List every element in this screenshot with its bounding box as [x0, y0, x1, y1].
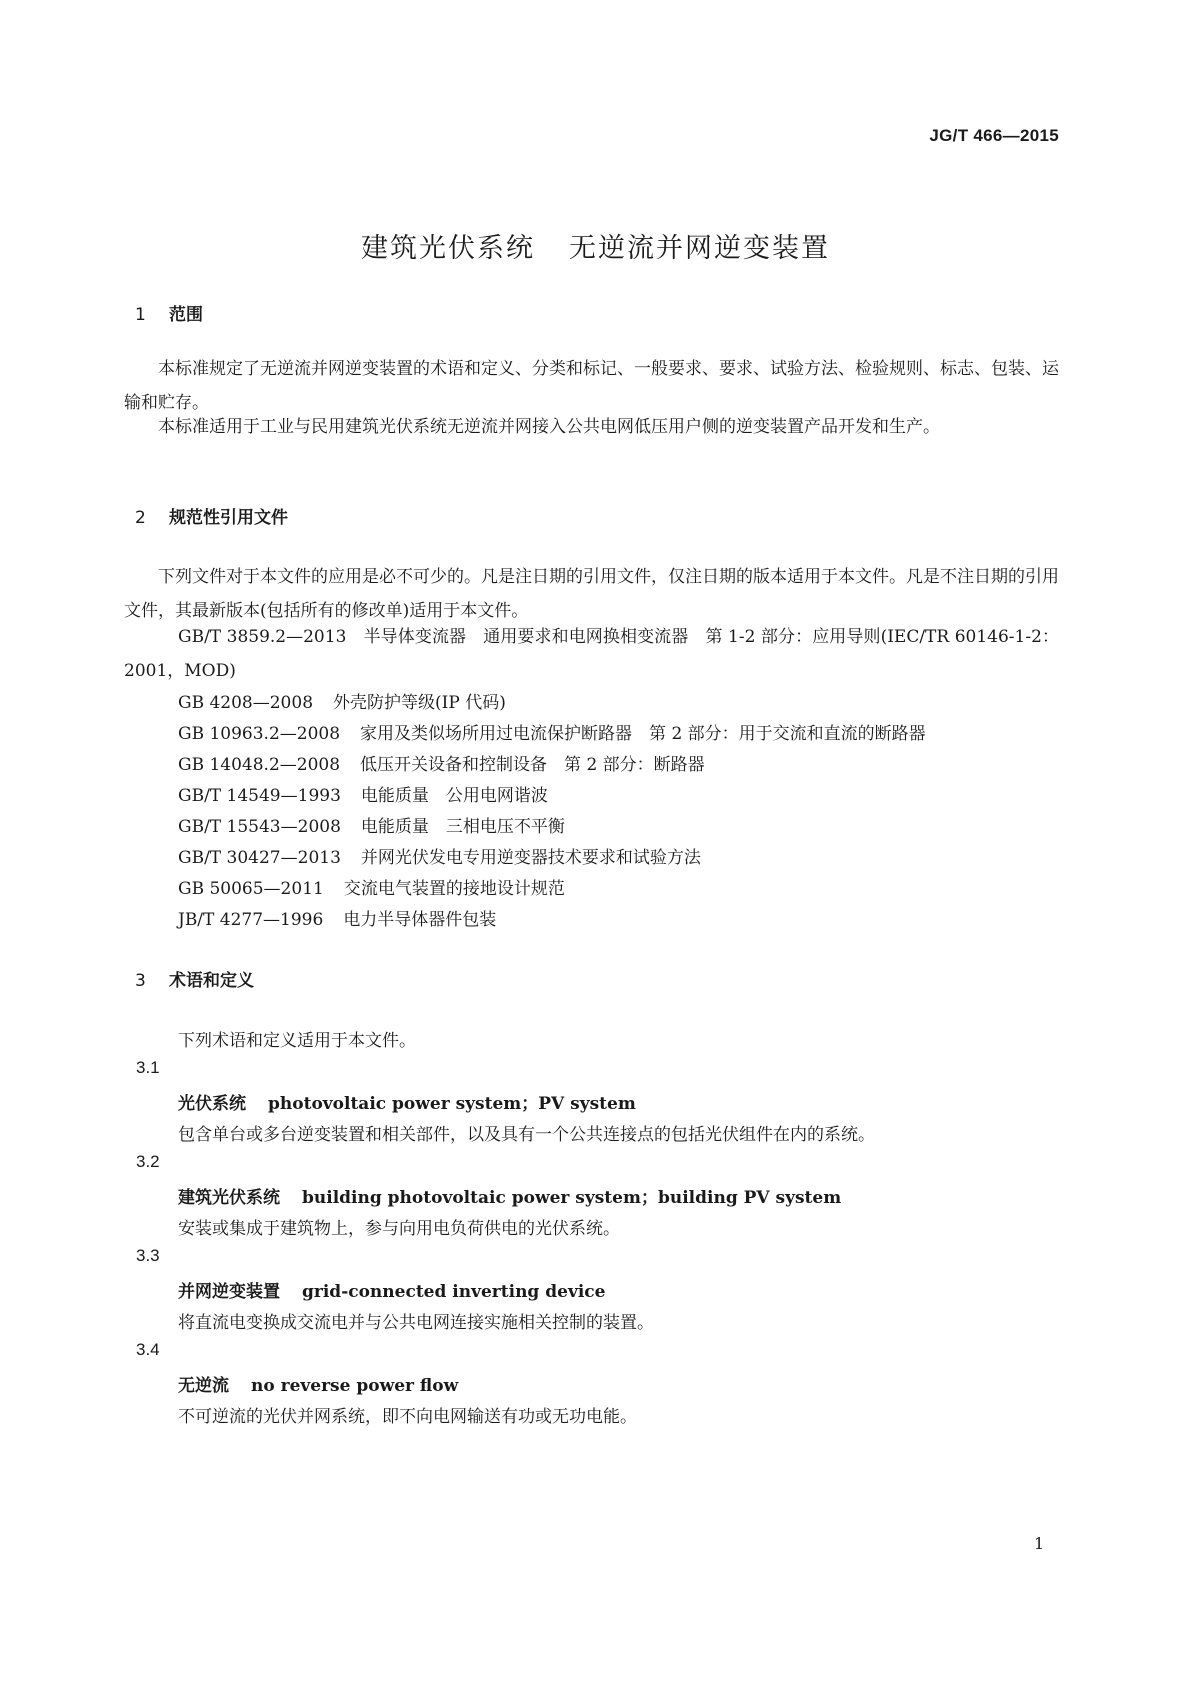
section-1-paragraph: 本标准适用于工业与民用建筑光伏系统无逆流并网接入公共电网低压用户侧的逆变装置产品开发和生产。: [158, 417, 940, 437]
standard-code: JG/T 466—2015: [929, 126, 1059, 145]
term-definition: 安装或集成于建筑物上，参与向用电负荷供电的光伏系统。: [178, 1219, 620, 1239]
term-definition: 不可逆流的光伏并网系统，即不向电网输送有功或无功电能。: [178, 1407, 637, 1427]
page-number: 1: [1034, 1534, 1045, 1553]
section-1-heading: 1 范围: [135, 305, 203, 325]
document-title: [0, 226, 1191, 265]
section-1-paragraph: 本标准规定了无逆流并网逆变装置的术语和定义、分类和标记、一般要求、要求、试验方法、检验规则、标志、包装、运输和贮存。: [124, 359, 1059, 413]
reference-item: GB 14048.2—2008 低压开关设备和控制设备 第 2 部分：断路器: [178, 755, 705, 775]
reference-item: GB/T 14549—1993 电能质量 公用电网谐波: [178, 786, 548, 806]
term-title: 并网逆变装置 grid-connected inverting device: [178, 1282, 606, 1302]
term-number: 3.2: [136, 1152, 160, 1171]
reference-item: GB 4208—2008 外壳防护等级(IP 代码): [178, 693, 506, 713]
term-number: 3.4: [136, 1340, 160, 1359]
reference-item: GB 50065—2011 交流电气装置的接地设计规范: [178, 879, 565, 899]
term-title: 光伏系统 photovoltaic power system；PV system: [178, 1094, 636, 1114]
section-3-heading: 3 术语和定义: [135, 971, 254, 991]
section-2-intro: 下列文件对于本文件的应用是必不可少的。凡是注日期的引用文件，仅注日期的版本适用于本文件。凡是不注日期的引用文件，其最新版本(包括所有的修改单)适用于本文件。: [124, 567, 1059, 621]
reference-item: GB/T 3859.2—2013 半导体变流器 通用要求和电网换相变流器 第 1-2 部分：应用导则(IEC/TR 60146-1-2：2001，MOD): [124, 627, 1059, 681]
reference-item: GB 10963.2—2008 家用及类似场所用过电流保护断路器 第 2 部分：用于交流和直流的断路器: [178, 724, 926, 744]
title-part-1: 建筑光伏系统: [361, 233, 535, 264]
section-3-intro: 下列术语和定义适用于本文件。: [178, 1031, 416, 1051]
term-number: 3.3: [136, 1246, 160, 1265]
term-title: 无逆流 no reverse power flow: [178, 1376, 459, 1396]
reference-item: GB/T 30427—2013 并网光伏发电专用逆变器技术要求和试验方法: [178, 848, 701, 868]
term-definition: 将直流电变换成交流电并与公共电网连接实施相关控制的装置。: [178, 1313, 654, 1333]
reference-item: GB/T 15543—2008 电能质量 三相电压不平衡: [178, 817, 565, 837]
term-number: 3.1: [136, 1058, 160, 1077]
term-title: 建筑光伏系统 building photovoltaic power system；building PV system: [178, 1188, 842, 1208]
term-definition: 包含单台或多台逆变装置和相关部件，以及具有一个公共连接点的包括光伏组件在内的系统。: [178, 1125, 875, 1145]
reference-item: JB/T 4277—1996 电力半导体器件包装: [178, 910, 497, 930]
section-2-heading: 2 规范性引用文件: [135, 508, 288, 528]
title-part-2: 无逆流并网逆变装置: [569, 233, 830, 264]
